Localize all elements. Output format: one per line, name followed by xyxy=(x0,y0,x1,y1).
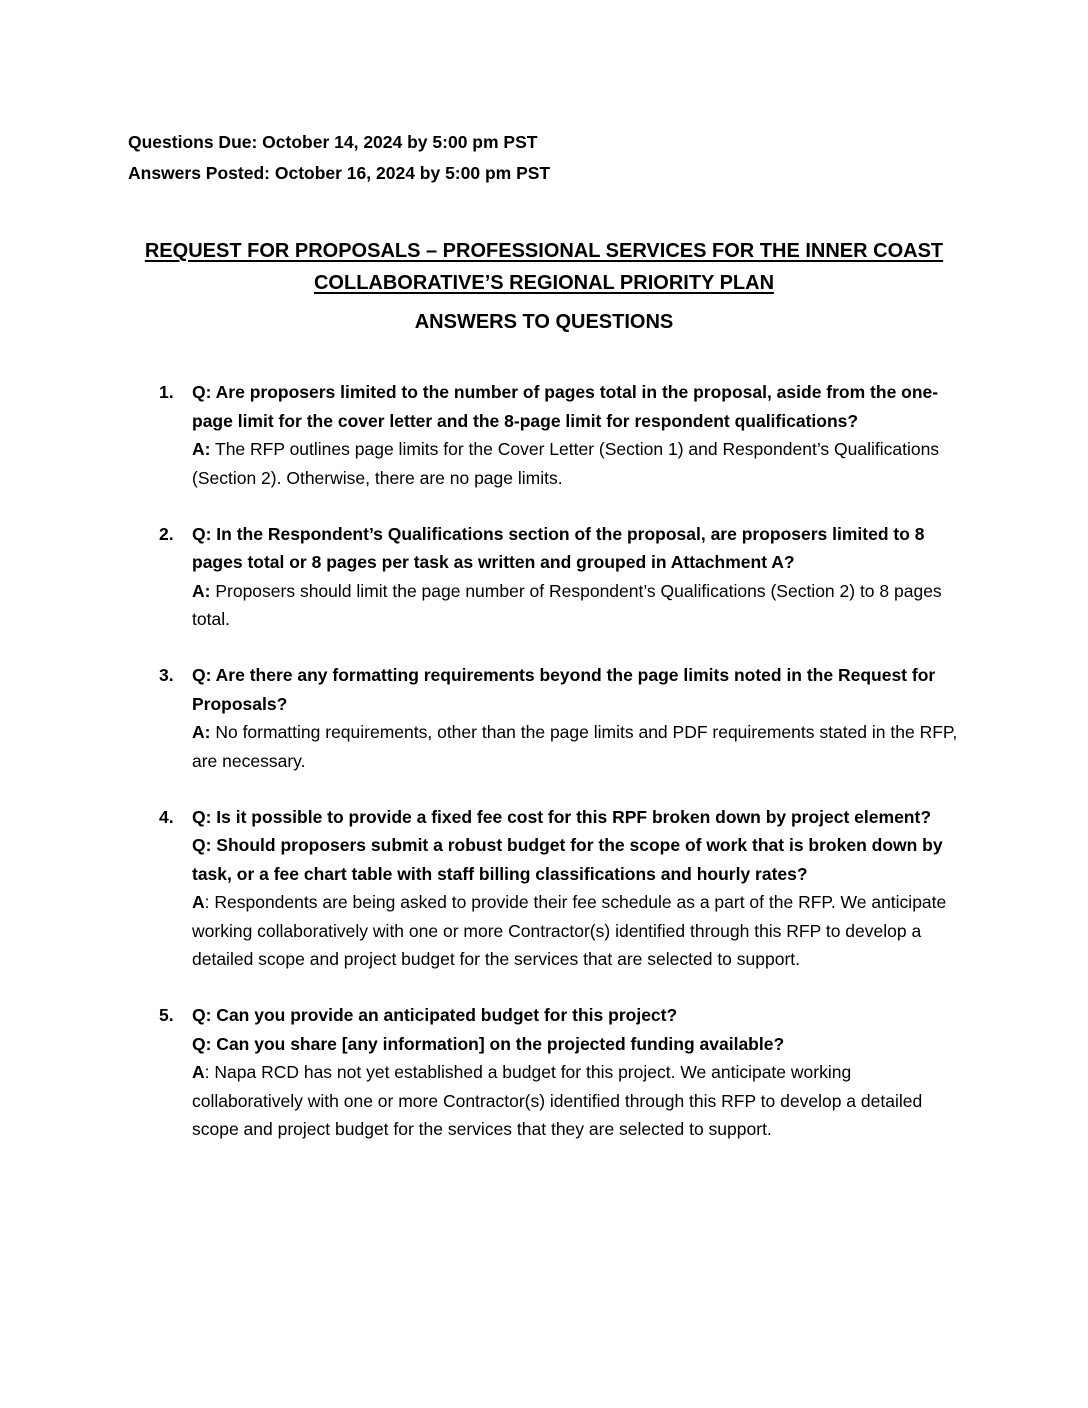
questions-due-line: Questions Due: October 14, 2024 by 5:00 pm PST xyxy=(128,132,538,152)
answer-text: The RFP outlines page limits for the Cover Letter (Section 1) and Respondent’s Qualifications (Section 2). Otherwise, there are no page limits. xyxy=(192,439,940,488)
answer-label: A xyxy=(192,892,205,912)
qa-item xyxy=(128,378,960,492)
due-dates xyxy=(128,127,960,189)
item-number: 3. xyxy=(159,665,174,685)
item-number: 4. xyxy=(159,806,174,827)
answers-posted-line: Answers Posted: October 16, 2024 by 5:00 pm PST xyxy=(128,163,551,183)
answer-text: : Respondents are being asked to provide their fee schedule as a part of the RFP. We anticipate working collaboratively with one or more Contractor(s) identified through this RFP to develop a detailed scope and project budget for the services that are selected to support. xyxy=(192,892,947,969)
answer-text: Proposers should limit the page number of Respondent’s Qualifications (Section 2) to 8 pages total. xyxy=(192,580,942,629)
qa-list xyxy=(128,378,960,1144)
answer xyxy=(192,577,960,634)
question: Q: Can you provide an anticipated budget for this project? xyxy=(192,1005,678,1025)
qa-item xyxy=(128,520,960,634)
answer xyxy=(192,718,960,775)
item-number: 2. xyxy=(159,523,174,544)
answer-label: A: xyxy=(192,439,211,459)
answer xyxy=(192,435,960,492)
answer-label: A: xyxy=(192,580,211,601)
title-line-1: REQUEST FOR PROPOSALS – PROFESSIONAL SERVICES FOR THE INNER COAST xyxy=(144,240,944,262)
answer-label: A: xyxy=(192,722,211,742)
question: Q: In the Respondent’s Qualifications section of the proposal, are proposers limited to 8 pages total or 8 pages per task as written and grouped in Attachment A? xyxy=(192,523,925,572)
answer-text: : Napa RCD has not yet established a budget for this project. We anticipate working collaboratively with one or more Contractor(s) identified through this RFP to develop a detailed scope and project budget for the services that they are selected to support. xyxy=(192,1062,923,1139)
qa-item xyxy=(128,1001,960,1144)
qa-item xyxy=(128,803,960,974)
question: Q: Are proposers limited to the number of pages total in the proposal, aside from the one-page limit for the cover letter and the 8-page limit for respondent qualifications? xyxy=(192,382,939,431)
qa-item xyxy=(128,661,960,775)
answer xyxy=(192,888,960,974)
question: Q: Is it possible to provide a fixed fee cost for this RPF broken down by project element? xyxy=(192,806,932,827)
item-number: 5. xyxy=(159,1005,174,1025)
answer-text: No formatting requirements, other than the page limits and PDF requirements stated in the RFP, are necessary. xyxy=(192,722,958,771)
answer-label: A xyxy=(192,1062,205,1082)
title-line-2: COLLABORATIVE’S REGIONAL PRIORITY PLAN xyxy=(313,272,775,294)
item-number: 1. xyxy=(159,382,174,402)
question: Q: Can you share [any information] on the projected funding available? xyxy=(192,1033,785,1054)
question: Q: Should proposers submit a robust budget for the scope of work that is broken down by task, or a fee chart table with staff billing classifications and hourly rates? xyxy=(192,835,943,884)
question: Q: Are there any formatting requirements beyond the page limits noted in the Request for Proposals? xyxy=(192,665,936,714)
document-title xyxy=(128,235,960,338)
answer xyxy=(192,1058,960,1144)
subtitle: ANSWERS TO QUESTIONS xyxy=(414,311,674,333)
